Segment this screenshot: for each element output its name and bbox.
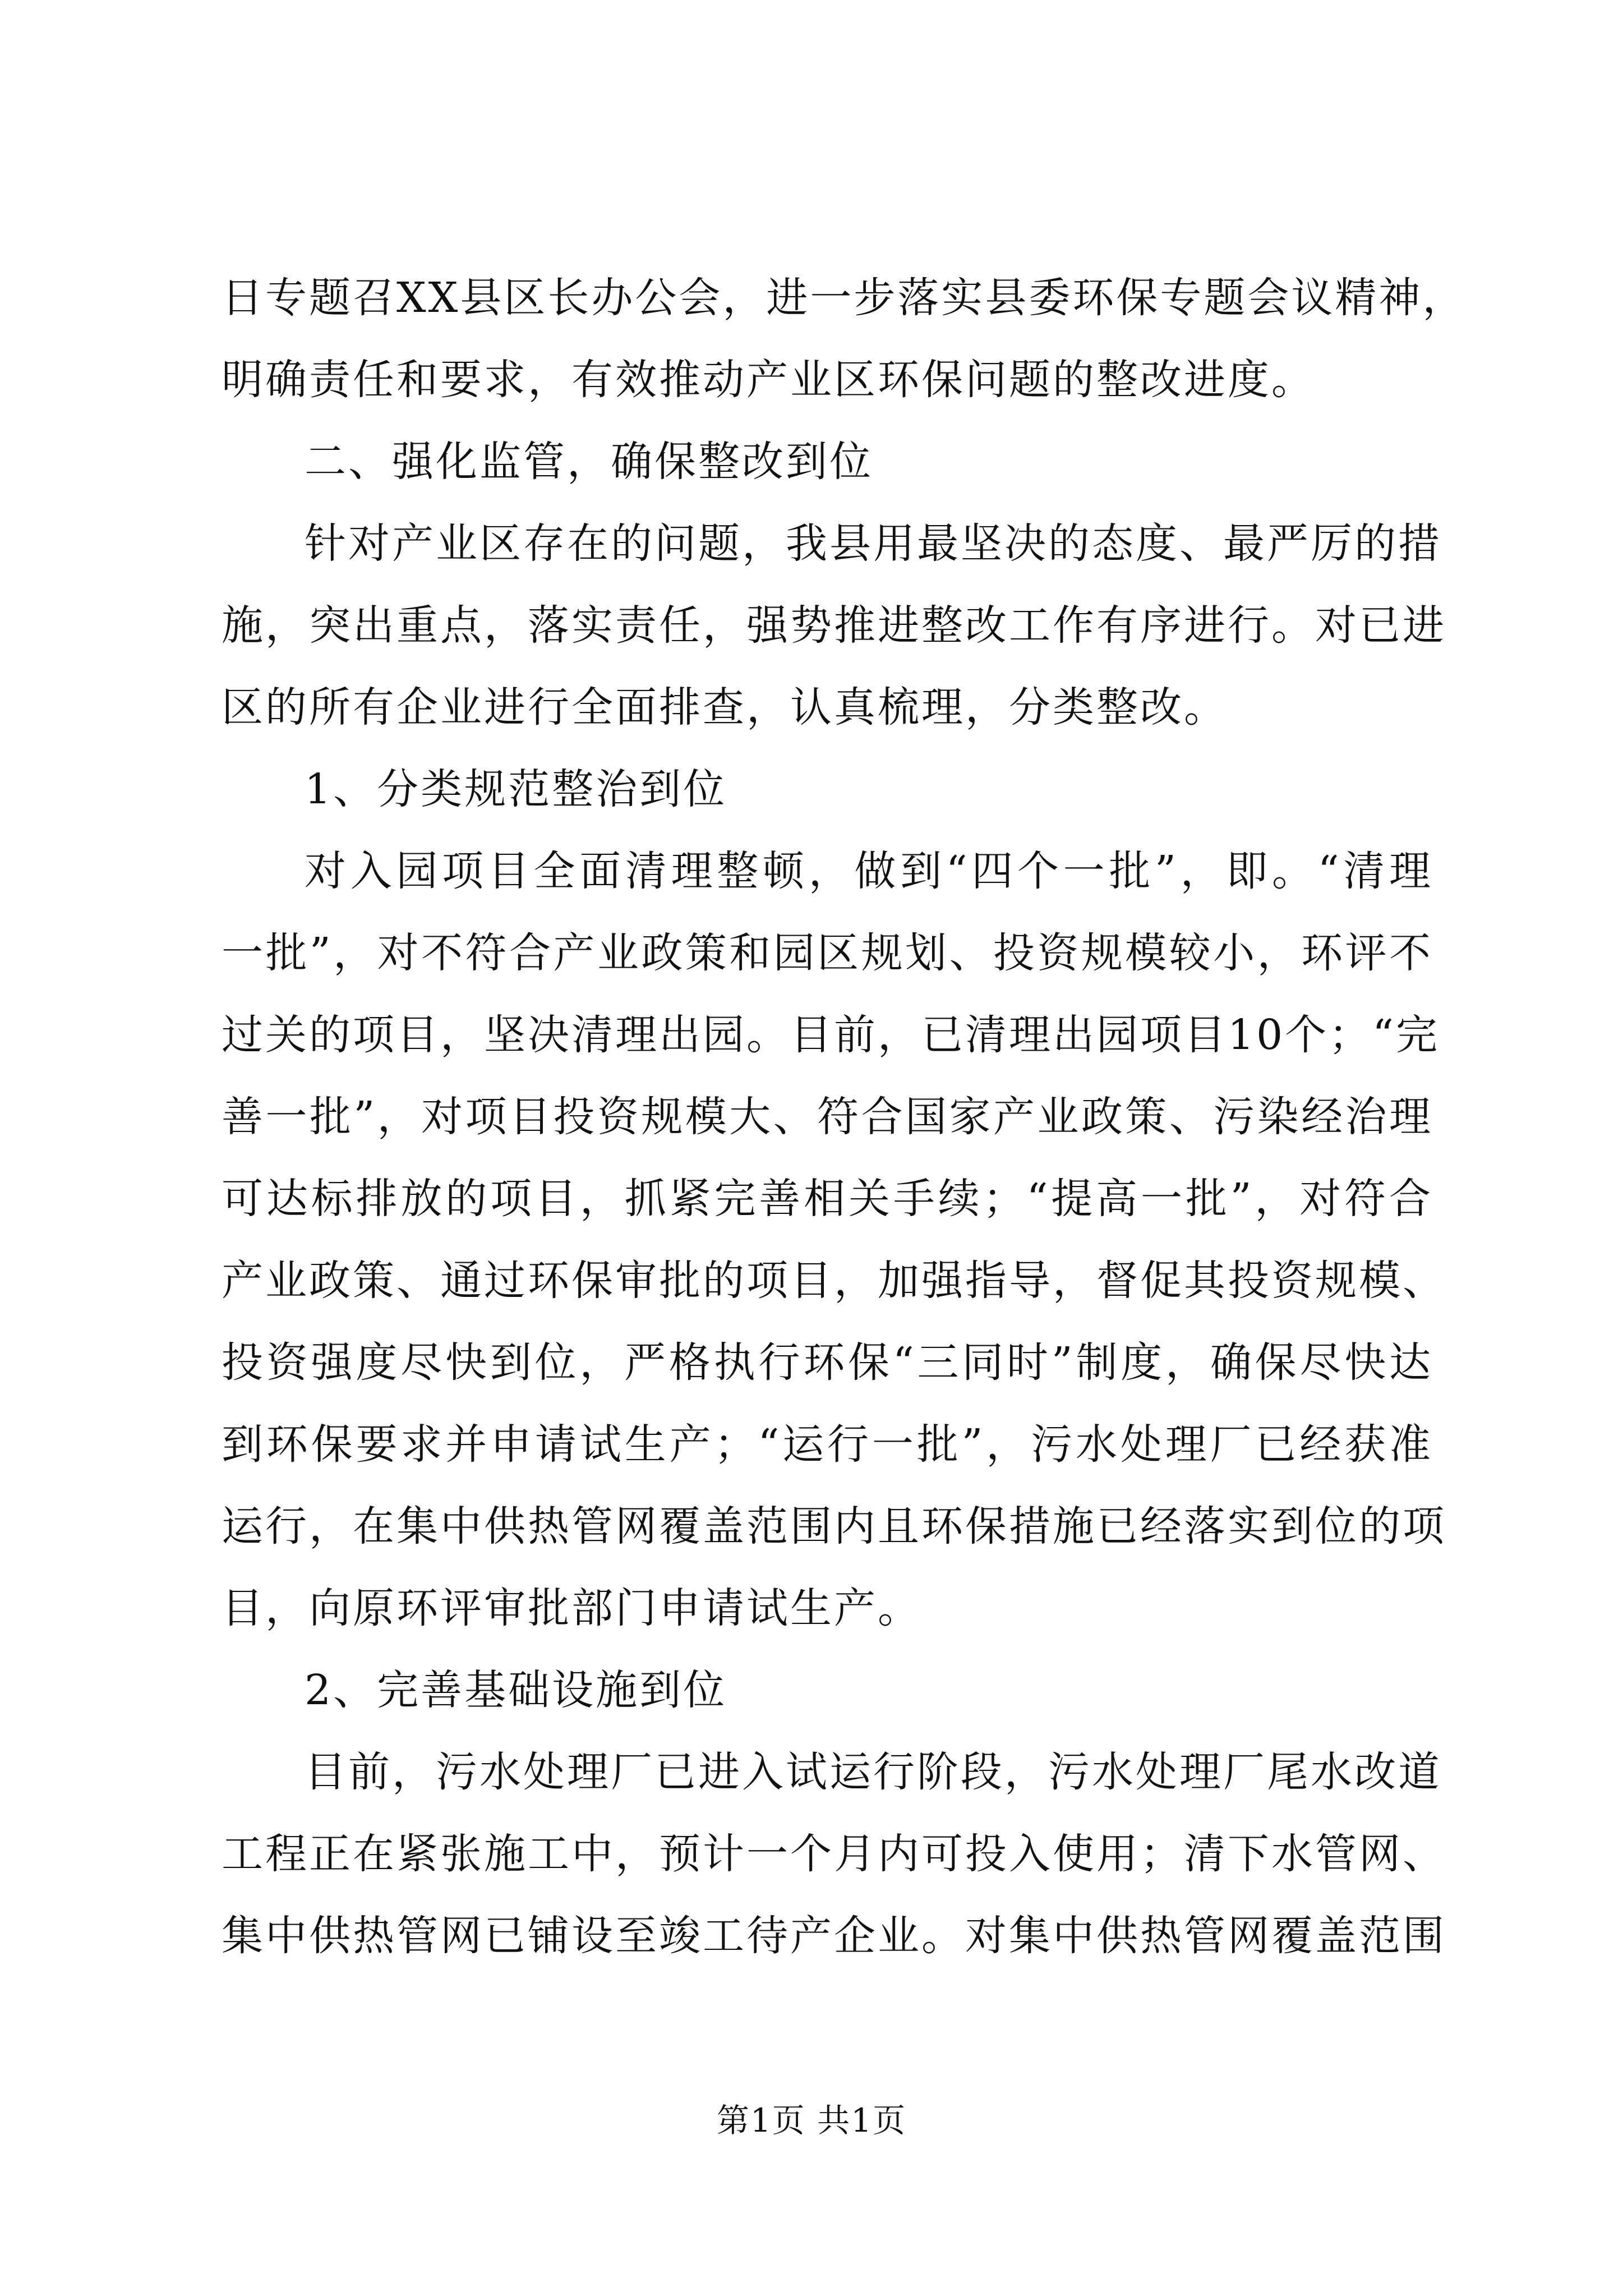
text-line: 运行，在集中供热管网覆盖范围内且环保措施已经落实到位的项 <box>222 1502 1446 1550</box>
text-line: 区的所有企业进行全面排查，认真梳理，分类整改。 <box>222 683 1228 731</box>
text-line: 目前，污水处理厂已进入试运行阶段，污水处理厂尾水改道 <box>305 1748 1442 1796</box>
subsection-heading: 2、完善基础设施到位 <box>305 1666 727 1714</box>
text-line: 对入园项目全面清理整顿，做到“四个一批”，即。“清理 <box>305 847 1433 895</box>
text-line: 到环保要求并申请试生产；“运行一批”，污水处理厂已经获准 <box>222 1420 1433 1469</box>
text-line: 集中供热管网已铺设至竣工待产企业。对集中供热管网覆盖范围 <box>222 1912 1446 1960</box>
page-footer <box>0 2098 1623 2143</box>
text-line: 明确责任和要求，有效推动产业区环保问题的整改进度。 <box>222 356 1315 404</box>
text-line: 施，突出重点，落实责任，强势推进整改工作有序进行。对已进 <box>222 601 1446 650</box>
text-line: 产业政策、通过环保审批的项目，加强指导，督促其投资规模、 <box>222 1257 1446 1305</box>
subsection-heading: 1、分类规范整治到位 <box>305 765 727 813</box>
text-line: 可达标排放的项目，抓紧完善相关手续；“提高一批”，对符合 <box>222 1175 1433 1223</box>
text-line: 过关的项目，坚决清理出园。目前，已清理出园项目10个；“完 <box>222 1011 1440 1059</box>
text-line: 工程正在紧张施工中，预计一个月内可投入使用；清下水管网、 <box>222 1830 1446 1878</box>
text-line: 善一批”，对项目投资规模大、符合国家产业政策、污染经治理 <box>222 1093 1433 1141</box>
section-heading: 二、强化监管，确保整改到位 <box>305 438 873 486</box>
page-number: 第1页 共1页 <box>716 2101 907 2139</box>
text-line: 针对产业区存在的问题，我县用最坚决的态度、最严厉的措 <box>305 519 1442 568</box>
text-line: 目，向原环评审批部门申请试生产。 <box>222 1584 921 1632</box>
text-line: 投资强度尽快到位，严格执行环保“三同时”制度，确保尽快达 <box>222 1338 1433 1387</box>
text-line: 日专题召XX县区长办公会，进一步落实县委环保专题会议精神， <box>222 274 1467 322</box>
text-line: 一批”，对不符合产业政策和园区规划、投资规模较小，环评不 <box>222 929 1433 977</box>
document-body <box>222 257 1467 1977</box>
